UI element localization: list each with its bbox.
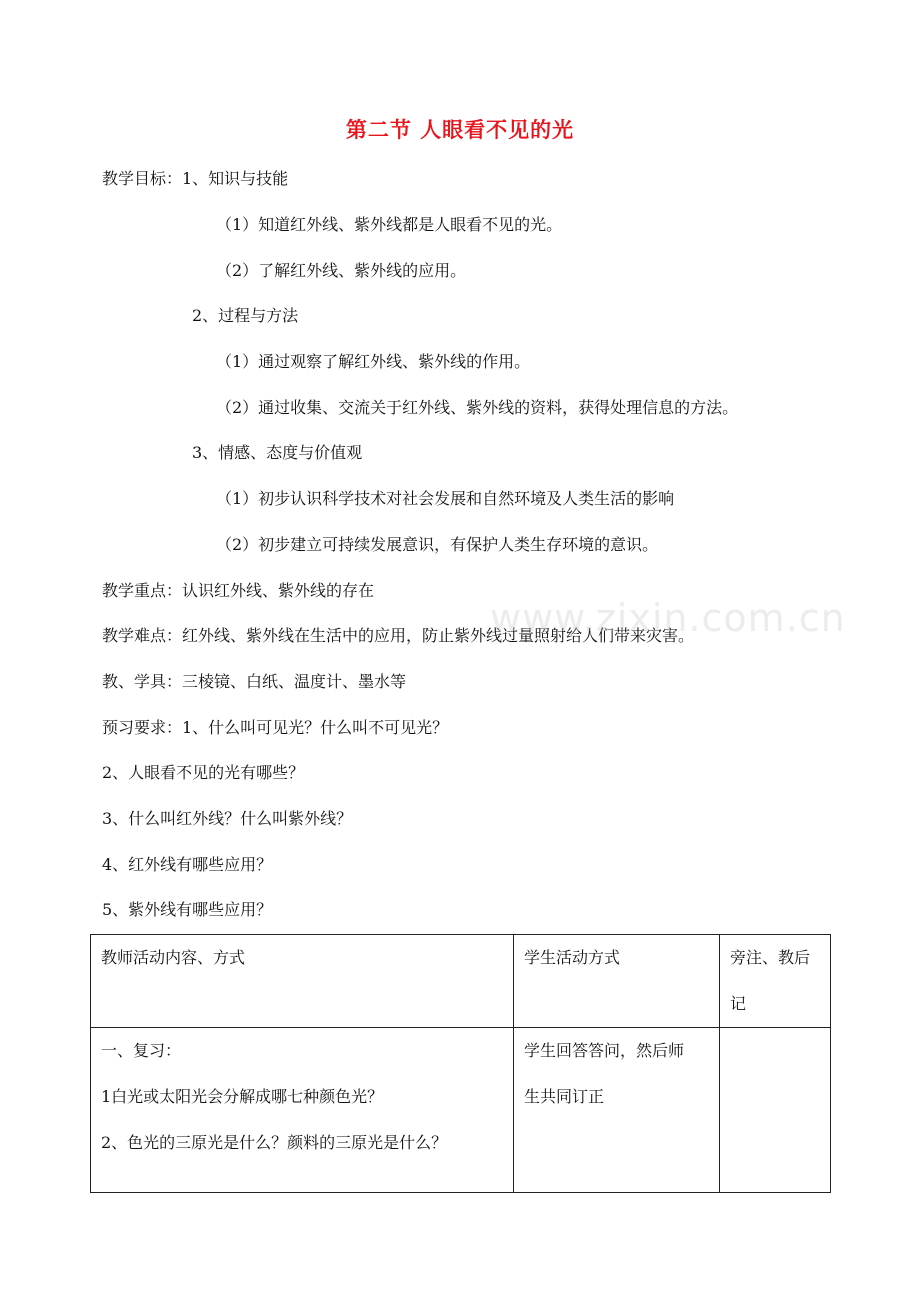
page-title: 第二节 人眼看不见的光 xyxy=(345,117,575,142)
header-notes xyxy=(720,935,831,1028)
row1-teacher-line-3: 2、色光的三原光是什么？颜料的三原光是什么？ xyxy=(101,1133,448,1152)
header-teacher-activity xyxy=(91,935,514,1028)
header-teacher-label: 教师活动内容、方式 xyxy=(101,948,246,967)
row1-notes-cell xyxy=(720,1028,831,1193)
header-student-label: 学生活动方式 xyxy=(524,948,621,967)
preview-question-5: 5、紫外线有哪些应用？ xyxy=(102,900,273,919)
objective-emotion-title: 3、情感、态度与价值观 xyxy=(192,443,363,462)
preview-question-3: 3、什么叫红外线？什么叫紫外线？ xyxy=(102,809,353,828)
row1-student-cell xyxy=(514,1028,720,1193)
row1-teacher-line-2: 1白光或太阳光会分解成哪七种颜色光？ xyxy=(101,1087,384,1106)
lesson-table xyxy=(90,934,831,1193)
header-notes-line1: 旁注、教后 xyxy=(730,948,811,967)
row1-teacher-cell xyxy=(91,1028,514,1193)
row1-student-line-1: 学生回答答问，然后师 xyxy=(524,1041,685,1060)
watermark: www.zixin.com.cn xyxy=(490,596,846,640)
objective-knowledge-1: （1）知道红外线、紫外线都是人眼看不见的光。 xyxy=(216,215,563,234)
table-header-row xyxy=(91,935,831,1028)
preview-question-4: 4、红外线有哪些应用？ xyxy=(102,855,273,874)
row1-student-line-2: 生共同订正 xyxy=(524,1087,605,1106)
header-notes-line2: 记 xyxy=(730,994,747,1013)
tools: 教、学具：三棱镜、白纸、温度计、墨水等 xyxy=(102,672,407,691)
header-student-activity xyxy=(514,935,720,1028)
row1-teacher-line-1: 一、复习： xyxy=(101,1041,182,1060)
preview-question-1: 预习要求：1、什么叫可见光？什么叫不可见光？ xyxy=(102,718,449,737)
objective-knowledge-2: （2）了解红外线、紫外线的应用。 xyxy=(216,261,467,280)
objective-process-2: （2）通过收集、交流关于红外线、紫外线的资料，获得处理信息的方法。 xyxy=(216,398,739,417)
difficulty: 教学难点：红外线、紫外线在生活中的应用，防止紫外线过量照射给人们带来灾害。 xyxy=(102,626,695,645)
objective-process-1: （1）通过观察了解红外线、紫外线的作用。 xyxy=(216,352,531,371)
table-row xyxy=(91,1028,831,1193)
objectives-label: 教学目标：1、知识与技能 xyxy=(102,169,289,188)
objective-process-title: 2、过程与方法 xyxy=(192,306,299,325)
preview-question-2: 2、人眼看不见的光有哪些？ xyxy=(102,763,305,782)
objective-emotion-2: （2）初步建立可持续发展意识，有保护人类生存环境的意识。 xyxy=(216,535,659,554)
objective-emotion-1: （1）初步认识科学技术对社会发展和自然环境及人类生活的影响 xyxy=(216,489,675,508)
key-point: 教学重点：认识红外线、紫外线的存在 xyxy=(102,581,375,600)
